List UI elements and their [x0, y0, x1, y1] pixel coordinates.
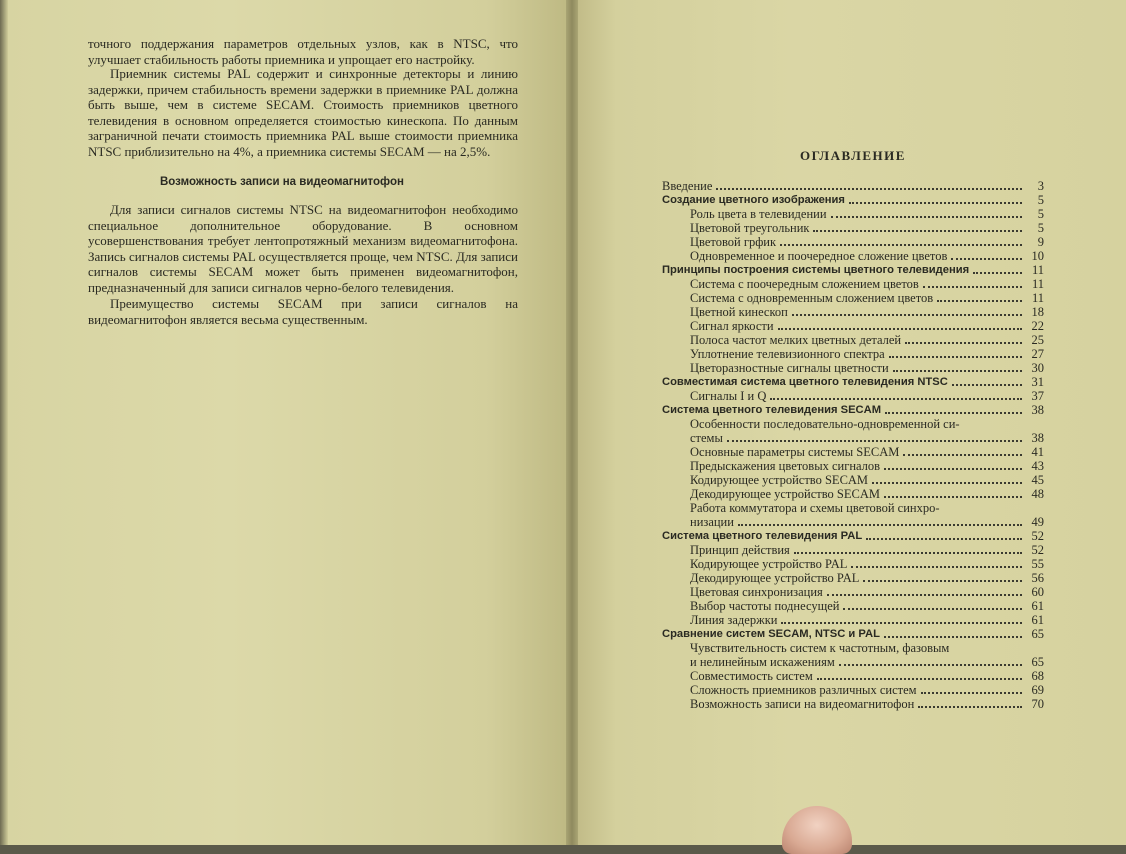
toc-entry-label: Одновременное и поочередное сложение цветов: [690, 249, 948, 263]
toc-entry-label: Система цветного телевидения SECAM: [662, 404, 882, 416]
toc-page-number: 38: [1031, 431, 1044, 445]
toc-leader-dots: [794, 552, 1022, 554]
toc-entry-label-continued: стемы: [690, 431, 723, 445]
toc-entry-label: Декодирующее устройство PAL: [690, 571, 860, 585]
toc-page-number: 11: [1031, 291, 1044, 305]
toc-entry: [662, 585, 1044, 599]
toc-entry: [662, 235, 1044, 249]
section-heading: Возможность записи на видеомагнитофон: [160, 176, 404, 188]
toc-leader-dots: [780, 244, 1022, 246]
toc-entry-label: Особенности последовательно-одновременной си-: [690, 417, 960, 431]
toc-entry: [662, 543, 1044, 557]
toc-entry-label: Работа коммутатора и схемы цветовой синхро-: [690, 501, 940, 515]
toc-entry-label: Кодирующее устройство PAL: [690, 557, 848, 571]
toc-entry: [662, 529, 1044, 543]
toc-page-number: 27: [1031, 347, 1044, 361]
toc-page-number: 69: [1031, 683, 1044, 697]
toc-title: ОГЛАВЛЕНИЕ: [800, 148, 906, 163]
toc-entry: [662, 263, 1044, 277]
toc-leader-dots: [921, 692, 1022, 694]
toc-leader-dots: [827, 594, 1022, 596]
toc-entry: [662, 249, 1044, 263]
toc-entry: [662, 599, 1044, 613]
toc-entry-label-continued: низации: [690, 515, 734, 529]
toc-leader-dots: [770, 398, 1022, 400]
toc-entry: [662, 389, 1044, 403]
toc-entry: [662, 697, 1044, 711]
toc-entry: [662, 473, 1044, 487]
toc-page-number: 5: [1037, 193, 1044, 207]
toc-leader-dots: [843, 608, 1022, 610]
toc-entry-label: Возможность записи на видеомагнитофон: [690, 697, 915, 711]
toc-page-number: 30: [1031, 361, 1044, 375]
toc-leader-dots: [884, 468, 1022, 470]
toc-entry: [662, 571, 1044, 585]
toc-page-number: 60: [1031, 585, 1044, 599]
toc-page-number: 43: [1031, 459, 1044, 473]
toc-entry-label: Система цветного телевидения PAL: [662, 530, 863, 542]
toc-leader-dots: [952, 384, 1022, 386]
toc-entry-label: Кодирующее устройство SECAM: [690, 473, 869, 487]
toc-entry-label: Сигналы I и Q: [690, 389, 767, 403]
toc-page-number: 10: [1031, 249, 1044, 263]
toc-entry: [662, 207, 1044, 221]
toc-leader-dots: [893, 370, 1022, 372]
toc-entry-label: Система с одновременным сложением цветов: [690, 291, 934, 305]
toc-page-number: 56: [1031, 571, 1044, 585]
toc-entry: [662, 417, 1044, 445]
toc-entry: [662, 319, 1044, 333]
toc-leader-dots: [866, 538, 1022, 540]
toc-entry: [662, 683, 1044, 697]
toc-entry-label: Декодирующее устройство SECAM: [690, 487, 880, 501]
toc-page-number: 68: [1031, 669, 1044, 683]
toc-entry-label: Основные параметры системы SECAM: [690, 445, 900, 459]
toc-entry-label: Чувствительность систем к частотным, фазовым: [690, 641, 950, 655]
toc-entry: [662, 179, 1044, 193]
toc-entry: [662, 459, 1044, 473]
toc-page-number: 38: [1031, 403, 1044, 417]
toc-page-number: 52: [1031, 529, 1044, 543]
toc-page-number: 52: [1031, 543, 1044, 557]
book-spine: [566, 0, 578, 845]
toc-leader-dots: [905, 342, 1022, 344]
toc-page-number: 49: [1031, 515, 1044, 529]
toc-page-number: 18: [1031, 305, 1044, 319]
toc-leader-dots: [885, 412, 1022, 414]
toc-entry-label: Цветовой грфик: [690, 235, 777, 249]
toc-leader-dots: [781, 622, 1022, 624]
toc-page-number: 25: [1031, 333, 1044, 347]
toc-entry: [662, 305, 1044, 319]
toc-page-number: 65: [1031, 655, 1044, 669]
toc-entry-label: Принцип действия: [690, 543, 790, 557]
toc-page-number: 31: [1031, 375, 1044, 389]
toc-entry: [662, 277, 1044, 291]
toc-leader-dots: [851, 566, 1022, 568]
toc-entry-label: Система с поочередным сложением цветов: [690, 277, 919, 291]
toc-entry-label: Принципы построения системы цветного телевидения: [662, 264, 970, 276]
toc-leader-dots: [951, 258, 1022, 260]
page-edge-shadow: [0, 0, 8, 845]
toc-entry: [662, 613, 1044, 627]
toc-entry-label: Сложность приемников различных систем: [690, 683, 917, 697]
toc-entry: [662, 361, 1044, 375]
toc-entry-label-continued: и нелинейным искажениям: [690, 655, 835, 669]
toc-page-number: 61: [1031, 613, 1044, 627]
toc-page-number: 48: [1031, 487, 1044, 501]
toc-leader-dots: [831, 216, 1022, 218]
toc-page-number: 70: [1031, 697, 1044, 711]
toc-entry: [662, 445, 1044, 459]
toc-leader-dots: [813, 230, 1022, 232]
toc-leader-dots: [839, 664, 1022, 666]
toc-page-number: 3: [1037, 179, 1044, 193]
toc-page-number: 45: [1031, 473, 1044, 487]
toc-page-number: 5: [1037, 221, 1044, 235]
toc-entry: [662, 333, 1044, 347]
toc-page-number: 9: [1037, 235, 1044, 249]
toc-entry-label: Выбор частоты поднесущей: [690, 599, 840, 613]
toc-leader-dots: [849, 202, 1022, 204]
toc-entry-label: Роль цвета в телевидении: [690, 207, 827, 221]
toc-page-number: 5: [1037, 207, 1044, 221]
toc-entry: [662, 193, 1044, 207]
toc-page-number: 55: [1031, 557, 1044, 571]
toc-entry: [662, 403, 1044, 417]
toc-entry: [662, 641, 1044, 669]
toc-page-number: 11: [1031, 263, 1044, 277]
toc-entry-label: Цветоразностные сигналы цветности: [690, 361, 889, 375]
toc-page-number: 61: [1031, 599, 1044, 613]
toc-leader-dots: [817, 678, 1022, 680]
toc-page-number: 22: [1031, 319, 1044, 333]
paragraph-continued: точного поддержания параметров отдельных узлов, как в NTSC, что улучшает стабильность работы приемника и упрощает его настройку.: [88, 36, 518, 67]
toc-leader-dots: [973, 272, 1022, 274]
toc-page-number: 37: [1031, 389, 1044, 403]
toc-leader-dots: [792, 314, 1022, 316]
toc-entry-label: Совместимая система цветного телевидения NTSC: [662, 376, 948, 388]
paragraph-secam-advantage: Преимущество системы SECAM при записи сигналов на видеомагнитофон является весьма существенным.: [88, 296, 518, 327]
toc-entry-label: Предыскажения цветовых сигналов: [690, 459, 881, 473]
toc-leader-dots: [727, 440, 1022, 442]
toc-leader-dots: [903, 454, 1022, 456]
toc-leader-dots: [923, 286, 1022, 288]
toc-entry-label: Введение: [662, 179, 713, 193]
toc-leader-dots: [937, 300, 1022, 302]
toc-leader-dots: [918, 706, 1022, 708]
toc-leader-dots: [884, 636, 1022, 638]
toc-entry-label: Уплотнение телевизионного спектра: [690, 347, 885, 361]
toc-page-number: 41: [1031, 445, 1044, 459]
toc-entry: [662, 669, 1044, 683]
toc-entry-label: Совместимость систем: [690, 669, 813, 683]
toc-entry: [662, 487, 1044, 501]
paragraph-pal-receiver: Приемник системы PAL содержит и синхронные детекторы и линию задержки, причем стабильность времени задержки в приемнике PAL должна быть выше, чем в системе SECAM. Стоимость приемников цветного телевидения в основном определяется стоимостью кинескопа. По данным заграничной печати стоимость приемника PAL выше стоимости приемника NTSC приблизительно на 4%, а приемника системы SECAM — на 2,5%.: [88, 66, 518, 159]
toc-leader-dots: [738, 524, 1022, 526]
toc-entry-label: Цветовой треугольник: [690, 221, 810, 235]
toc-entry: [662, 221, 1044, 235]
toc-entry-label: Линия задержки: [690, 613, 778, 627]
toc-leader-dots: [863, 580, 1022, 582]
toc-entry-label: Цветной кинескоп: [690, 305, 788, 319]
toc-page-number: 65: [1031, 627, 1044, 641]
toc-entry: [662, 501, 1044, 529]
toc-entry-label: Сигнал яркости: [690, 319, 774, 333]
toc-leader-dots: [884, 496, 1022, 498]
toc-entry: [662, 375, 1044, 389]
toc-leader-dots: [872, 482, 1022, 484]
toc-entry-label: Создание цветного изображения: [662, 194, 845, 206]
toc-entry-label: Сравнение систем SECAM, NTSC и PAL: [662, 628, 880, 640]
table-of-contents: [662, 179, 1044, 711]
toc-entry: [662, 627, 1044, 641]
toc-entry: [662, 347, 1044, 361]
toc-leader-dots: [889, 356, 1022, 358]
toc-entry-label: Полоса частот мелких цветных деталей: [690, 333, 902, 347]
toc-leader-dots: [716, 188, 1022, 190]
toc-entry-label: Цветовая синхронизация: [690, 585, 823, 599]
paragraph-recording: Для записи сигналов системы NTSC на видеомагнитофон необходимо специальное дополнительное оборудование. В основном усовершенствования требует лентопротяжный механизм видеомагнитофона. Запись сигналов системы PAL осуществляется проще, чем NTSC. Для записи сигналов системы SECAM может быть применен видеомагнитофон, предназначенный для записи сигналов черно-белого телевидения.: [88, 202, 518, 295]
toc-leader-dots: [778, 328, 1022, 330]
toc-entry: [662, 291, 1044, 305]
toc-page-number: 11: [1031, 277, 1044, 291]
toc-entry: [662, 557, 1044, 571]
